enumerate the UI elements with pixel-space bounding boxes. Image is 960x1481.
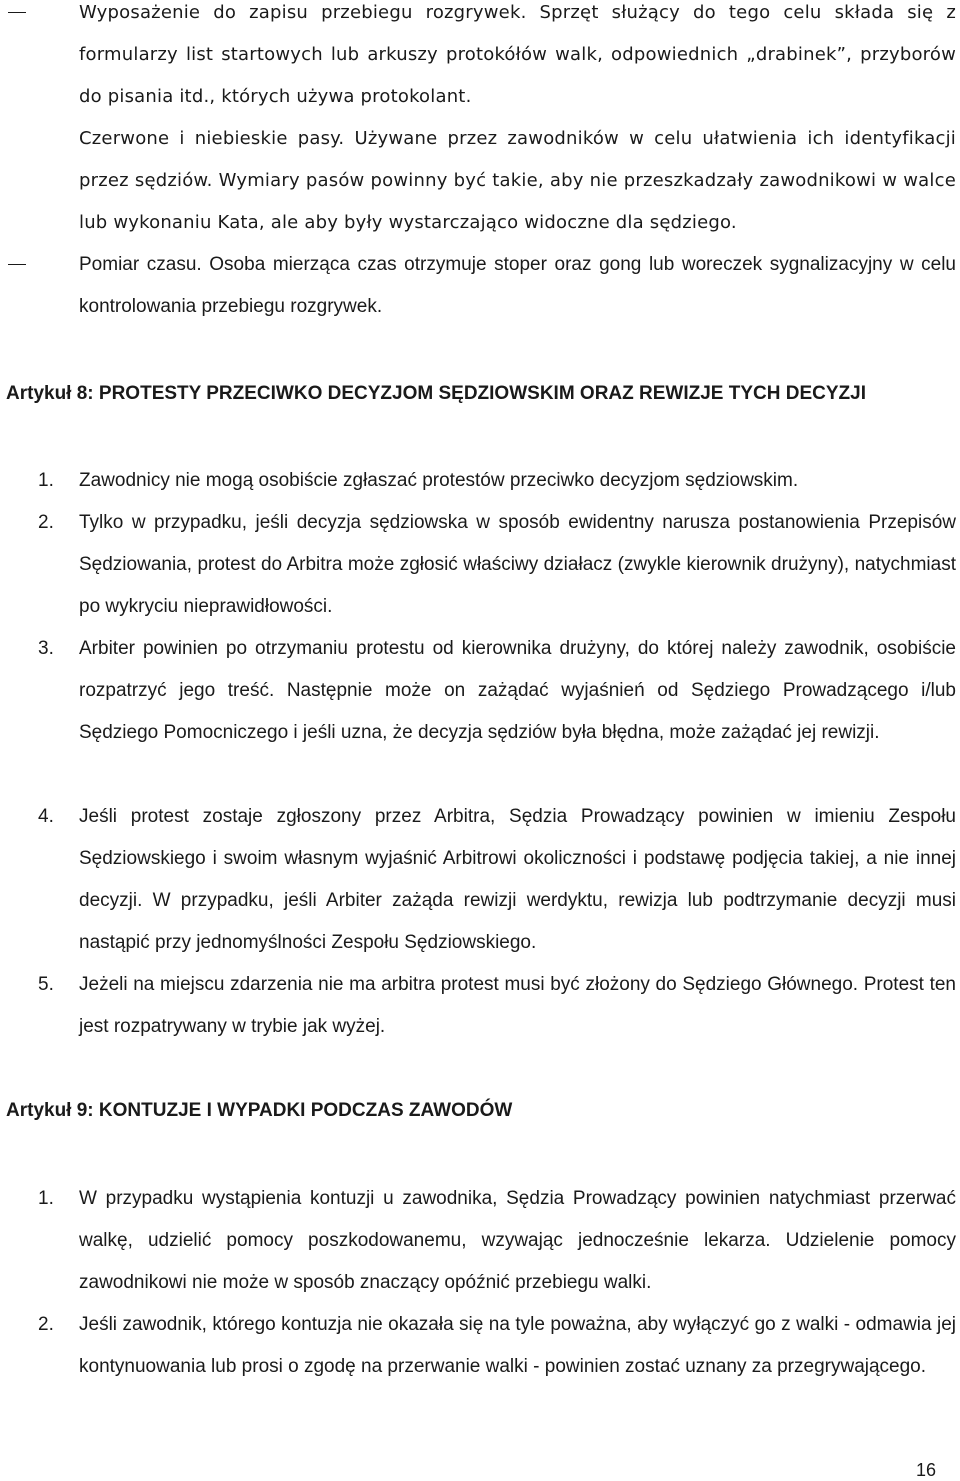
item-number: 3. [38,638,54,659]
item-body: Osoba mierząca czas otrzymuje stoper oraz gong lub woreczek sygnalizacyjny w celu kontrolowania przebiegu rozgrywek. [79,254,956,317]
article-heading: Artykuł 9: KONTUZJE I WYPADKI PODCZAS ZAWODÓW [6,1100,513,1121]
item-number: 2. [38,1314,54,1335]
item-number: 1. [38,470,54,491]
list-item [0,252,960,336]
page-number: 16 [915,1460,936,1480]
item-text: Arbiter powinien po otrzymaniu protestu od kierownika drużyny, do której należy zawodnik, osobiście rozpatrzyć jego treść. Następnie może on zażądać wyjaśnień od Sędziego Prowadzącego i/lub Sędziego Pomocniczego i jeśli uzna, że decyzja sędziów była błędna, może zażądać jej rewizji. [79,638,956,743]
item-text: Zawodnicy nie mogą osobiście zgłaszać protestów przeciwko decyzjom sędziowskim. [79,470,799,491]
item-number: 2. [38,512,54,533]
article-heading: Artykuł 8: PROTESTY PRZECIWKO DECYZJOM SĘDZIOWSKIM ORAZ REWIZJE TYCH DECYZJI [6,383,867,404]
item-lead: Wyposażenie do zapisu przebiegu rozgrywek. [79,2,527,23]
item-text: W przypadku wystąpienia kontuzji u zawodnika, Sędzia Prowadzący powinien natychmiast przerwać walkę, udzielić pomocy poszkodowanemu, wzywając jednocześnie lekarza. Udzielenie pomocy zawodnikowi nie może w sposób znaczący opóźnić przebiegu walki. [79,1188,956,1293]
item-text: Jeśli zawodnik, którego kontuzja nie okazała się na tyle poważna, aby wyłączyć go z walki - odmawia jej kontynuowania lub prosi o zgodę na przerwanie walki - powinien zostać uznany za przegrywającego. [79,1314,956,1377]
item-body: Sprzęt służący do tego celu składa się z formularzy list startowych lub arkuszy protokółów walk, odpowiednich „drabinek”, przyborów do pisania itd., których używa protokolant. [79,2,956,107]
item-body: Używane przez zawodników w celu ułatwienia ich identyfikacji przez sędziów. Wymiary pasów powinny być takie, aby nie przeszkadzały zawodnikowi w walce lub wykonaniu Kata, ale aby były wystarczająco widoczne dla sędziego. [79,128,956,233]
dash-bullet [8,12,26,13]
dash-bullet [8,264,26,265]
item-number: 5. [38,974,54,995]
item-text: Jeśli protest zostaje zgłoszony przez Arbitra, Sędzia Prowadzący powinien w imieniu Zespołu Sędziowskiego i swoim własnym wyjaśnić Arbitrowi okoliczności i podstawę podjęcia takiej, a nie innej decyzji. W przypadku, jeśli Arbiter zażąda rewizji werdyktu, rewizja lub podtrzymanie decyzji musi nastąpić przy jednomyślności Zespołu Sędziowskiego. [79,806,956,953]
item-lead: Pomiar czasu. [79,254,202,275]
item-text: Tylko w przypadku, jeśli decyzja sędziowska w sposób ewidentny narusza postanowienia Przepisów Sędziowania, protest do Arbitra może zgłosić właściwy działacz (zwykle kierownik drużyny), natychmiast po wykryciu nieprawidłowości. [79,512,956,617]
list-item [0,126,960,252]
list-item [0,0,960,126]
item-lead: Czerwone i niebieskie pasy. [79,128,345,149]
item-number: 4. [38,806,54,827]
item-text: Jeżeli na miejscu zdarzenia nie ma arbitra protest musi być złożony do Sędziego Głównego. Protest ten jest rozpatrywany w trybie jak wyżej. [79,974,956,1037]
item-number: 1. [38,1188,54,1209]
